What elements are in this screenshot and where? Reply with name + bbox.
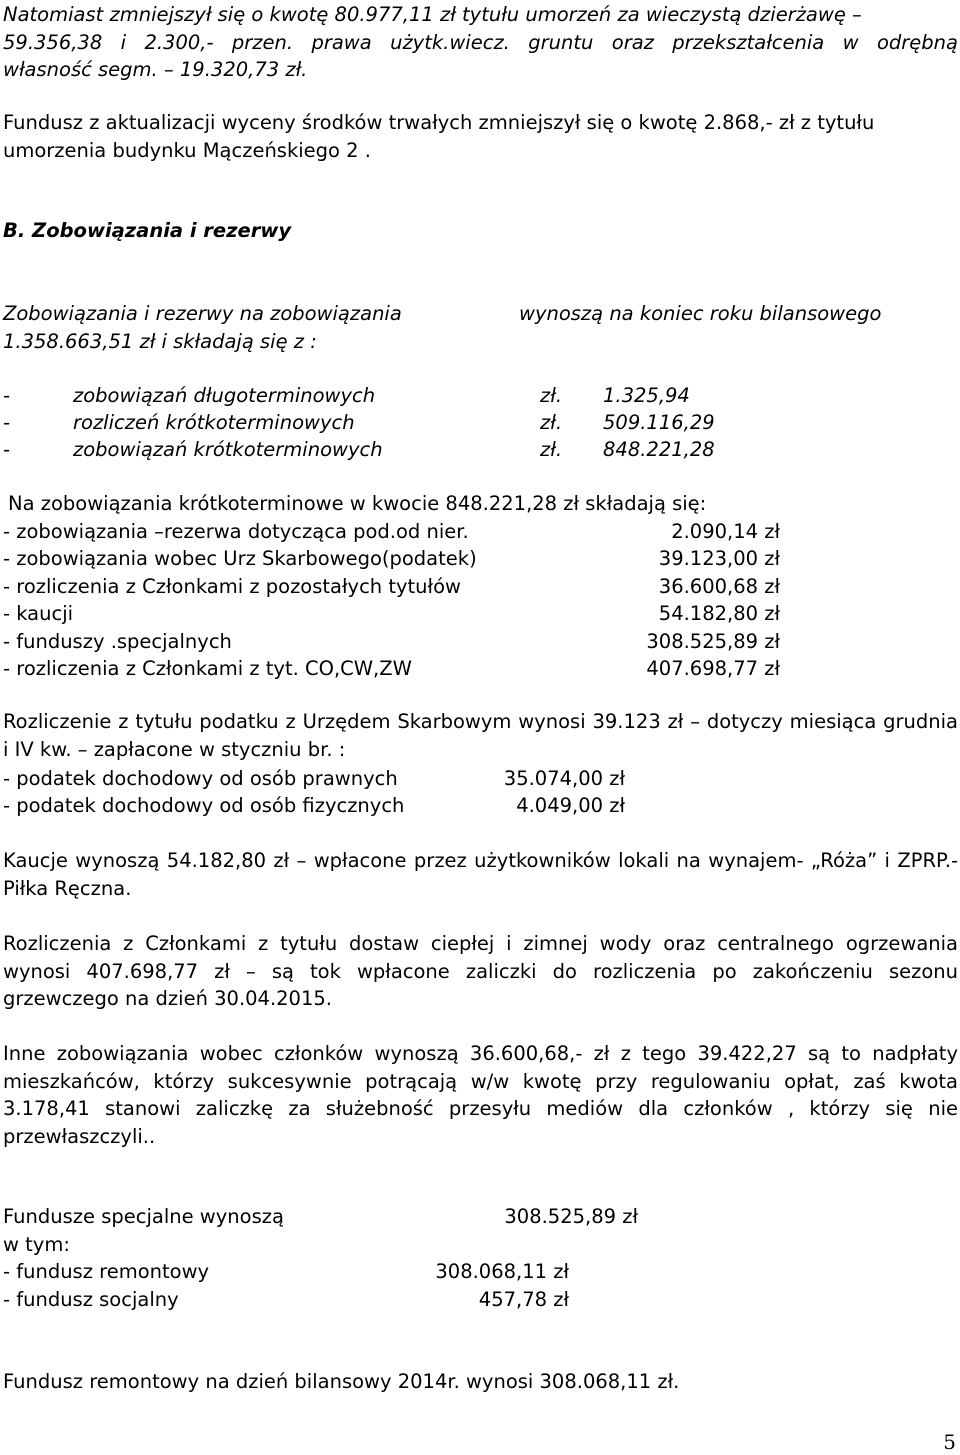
list-item-amount: 457,78 zł — [478, 1288, 569, 1311]
list-item-amount: 407.698,77 zł — [646, 657, 780, 680]
liabilities-intro-right: wynoszą na koniec roku bilansowego — [519, 302, 882, 325]
list-item-label: - podatek dochodowy od osób prawnych — [3, 767, 398, 790]
list-item-amount: 4.049,00 zł — [516, 794, 625, 817]
list-item-label: - fundusz remontowy — [3, 1260, 210, 1283]
liabilities-intro-line-2: 1.358.663,51 zł i składają się z : — [3, 330, 317, 353]
list-item-amount: 848.221,28 — [603, 438, 715, 461]
list-item-amount: 308.525,89 zł — [646, 630, 780, 653]
section-heading: B. Zobowiązania i rezerwy — [3, 219, 292, 242]
list-item-currency: zł. — [540, 438, 563, 461]
page-number: 5 — [943, 1430, 956, 1454]
list-item-currency: zł. — [540, 384, 563, 407]
list-item-amount: 54.182,80 zł — [658, 602, 780, 625]
members-paragraph: Rozliczenia z Członkami z tytułu dostaw ciepłej i zimnej wody oraz centralnego ogrzewania wynosi 407.698,77 zł – są tok wpłacone zaliczki do rozliczenia po zakończeniu sezonu grzewczego na dzień 30.04.2015. — [3, 932, 958, 1010]
list-item-label: - rozliczenia z Członkami z tyt. CO,CW,ZW — [3, 657, 412, 680]
funds-label: Fundusze specjalne wynoszą — [3, 1205, 284, 1228]
list-item-label: - podatek dochodowy od osób fizycznych — [3, 794, 405, 817]
other-liabilities-paragraph: Inne zobowiązania wobec członków wynoszą 36.600,68,- zł z tego 39.422,27 są to nadpłaty mieszkańców, którzy sukcesywnie potrącają w/w kwotę przy regulowaniu opłat, zaś kwota 3.178,41 stanowi zaliczkę za służebność przesyłu mediów dla członków , którzy się nie przewłaszczyli.. — [3, 1042, 958, 1148]
closing-line: Fundusz remontowy na dzień bilansowy 2014r. wynosi 308.068,11 zł. — [3, 1370, 680, 1393]
list-item-label: - kaucji — [3, 602, 74, 625]
list-item-label: - fundusz socjalny — [3, 1288, 179, 1311]
list-item-label: zobowiązań krótkoterminowych — [73, 438, 383, 461]
list-item-amount: 39.123,00 zł — [658, 547, 780, 570]
list-item-amount: 509.116,29 — [603, 411, 715, 434]
list-item-label: zobowiązań długoterminowych — [73, 384, 376, 407]
list-item-label: - zobowiązania wobec Urz Skarbowego(podatek) — [3, 547, 477, 570]
intro-line-1: Natomiast zmniejszył się o kwotę 80.977,11 zł tytułu umorzeń za wieczystą dzierżawę – — [3, 3, 862, 26]
list-item-label: rozliczeń krótkoterminowych — [73, 411, 355, 434]
list-item-amount: 2.090,14 zł — [671, 520, 780, 543]
list-item-amount: 308.068,11 zł — [435, 1260, 569, 1283]
liabilities-intro-left: Zobowiązania i rezerwy na zobowiązania — [3, 302, 402, 325]
list-item-amount: 1.325,94 — [603, 384, 690, 407]
list-item-label: - funduszy .specjalnych — [3, 630, 232, 653]
list-item-label: - zobowiązania –rezerwa dotycząca pod.od nier. — [3, 520, 469, 543]
deposits-paragraph: Kaucje wynoszą 54.182,80 zł – wpłacone przez użytkowników lokali na wynajem- „Róża” i ZPRP.- Piłka Ręczna. — [3, 849, 958, 900]
revaluation-line-2: umorzenia budynku Mączeńskiego 2 . — [3, 139, 371, 162]
tax-paragraph: Rozliczenie z tytułu podatku z Urzędem Skarbowym wynosi 39.123 zł – dotyczy miesiąca grudnia i IV kw. – zapłacone w styczniu br. : — [3, 710, 958, 761]
list-item-label: - rozliczenia z Członkami z pozostałych tytułów — [3, 575, 461, 598]
list-item-currency: zł. — [540, 411, 563, 434]
list-item-amount: 35.074,00 zł — [503, 767, 625, 790]
short-term-intro: Na zobowiązania krótkoterminowe w kwocie 848.221,28 zł składają się: — [8, 492, 707, 515]
list-item-amount: 36.600,68 zł — [658, 575, 780, 598]
funds-amount: 308.525,89 zł — [504, 1205, 638, 1228]
revaluation-line-1: Fundusz z aktualizacji wyceny środków trwałych zmniejszył się o kwotę 2.868,- zł z tytułu — [3, 111, 875, 134]
intro-line-2: 59.356,38 i 2.300,- przen. prawa użytk.wiecz. gruntu oraz przekształcenia w odrębną — [3, 31, 958, 54]
funds-w-tym: w tym: — [3, 1233, 70, 1256]
intro-line-3: własność segm. – 19.320,73 zł. — [3, 58, 308, 81]
